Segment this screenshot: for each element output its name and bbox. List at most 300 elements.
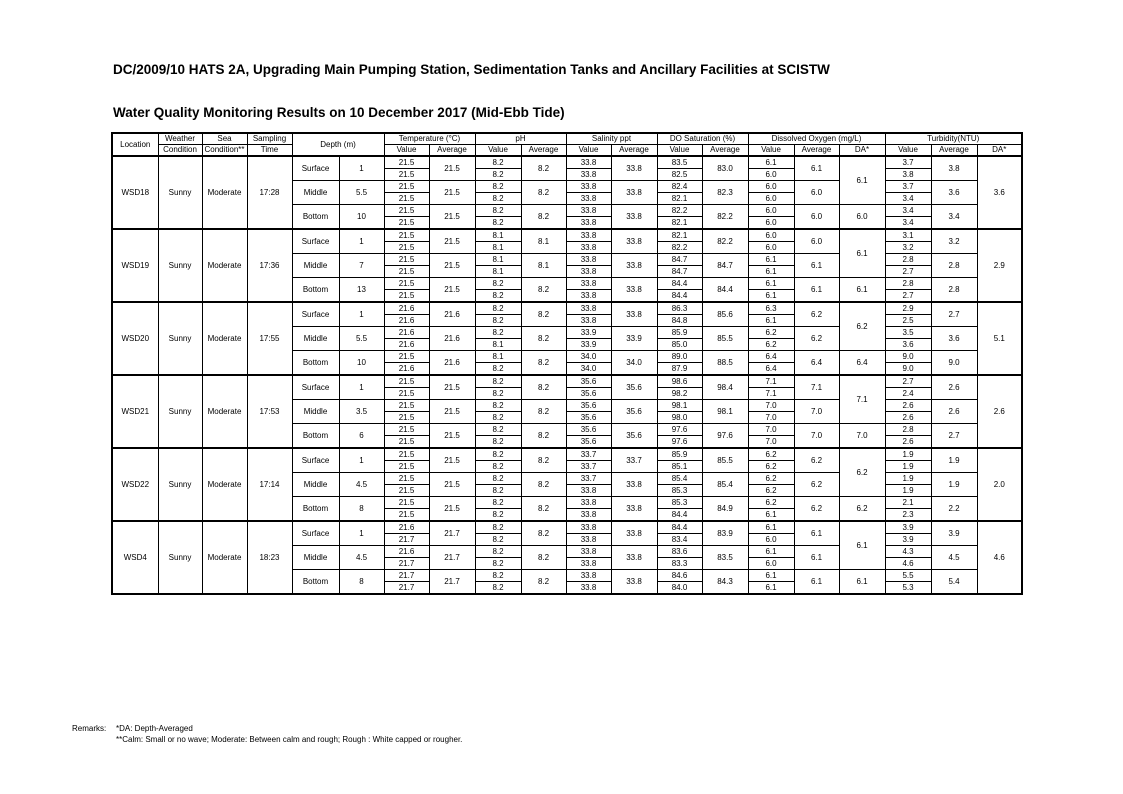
dissolved-oxygen-average: 6.0 <box>794 181 839 205</box>
do-saturation-values-reading: 98.2 <box>658 387 702 399</box>
depth-value-cell: 1 <box>339 448 384 473</box>
sea-condition-cell: Moderate <box>202 156 247 229</box>
turbidity-average: 2.6 <box>931 375 977 400</box>
table-row <box>112 156 1022 181</box>
dissolved-oxygen-values-reading: 6.2 <box>765 328 777 337</box>
table-row <box>112 448 1022 473</box>
salinity-values <box>566 327 611 351</box>
salinity-values <box>566 156 611 181</box>
dissolved-oxygen-values <box>748 448 794 473</box>
ph-values <box>475 181 521 205</box>
turbidity-values-reading: 3.9 <box>902 523 914 532</box>
salinity-values-reading: 33.8 <box>567 484 611 496</box>
header-turbidity: Turbidity(NTU) <box>885 133 1022 145</box>
ph-values <box>475 400 521 424</box>
depth-layer-cell: Bottom <box>292 278 339 303</box>
do-saturation-average: 82.2 <box>702 205 748 230</box>
ph-values <box>475 424 521 449</box>
dissolved-oxygen-average: 6.2 <box>794 497 839 522</box>
dissolved-oxygen-values <box>748 546 794 570</box>
turbidity-values-reading: 2.6 <box>886 411 931 423</box>
dissolved-oxygen-values-reading: 6.2 <box>749 484 794 496</box>
turbidity-values-reading: 3.5 <box>902 328 914 337</box>
do-saturation-values-reading: 84.7 <box>671 255 688 264</box>
ph-values <box>475 302 521 327</box>
ph-values-reading: 8.2 <box>476 581 521 593</box>
temperature-values <box>384 229 429 254</box>
turbidity-values-reading: 2.4 <box>886 387 931 399</box>
location-cell: WSD18 <box>112 156 158 229</box>
remarks <box>72 723 462 745</box>
salinity-average: 33.8 <box>611 229 657 254</box>
ph-values-reading: 8.2 <box>476 289 521 301</box>
ph-values-reading: 8.2 <box>492 279 504 288</box>
dissolved-oxygen-values-reading: 6.1 <box>765 571 777 580</box>
depth-value-cell: 6 <box>339 424 384 449</box>
ph-values-reading: 8.1 <box>492 352 504 361</box>
salinity-values-reading: 35.6 <box>567 435 611 447</box>
depth-layer-cell: Middle <box>292 546 339 570</box>
depth-value-cell: 10 <box>339 205 384 230</box>
depth-layer-cell: Surface <box>292 375 339 400</box>
header-sal-value: Value <box>566 145 611 157</box>
salinity-average: 33.8 <box>611 521 657 546</box>
ph-values-reading: 8.1 <box>476 338 521 350</box>
turbidity-average: 3.8 <box>931 156 977 181</box>
dissolved-oxygen-average: 6.1 <box>794 546 839 570</box>
header-ph-average: Average <box>521 145 566 157</box>
turbidity-values-reading: 2.3 <box>886 508 931 520</box>
ph-values-reading: 8.2 <box>476 508 521 520</box>
header-location: Location <box>112 133 158 156</box>
dissolved-oxygen-average: 7.0 <box>794 400 839 424</box>
turbidity-values <box>885 156 931 181</box>
turbidity-values-reading: 3.4 <box>886 192 931 204</box>
temperature-values-reading: 21.6 <box>398 523 415 532</box>
temperature-values-reading: 21.7 <box>385 557 429 569</box>
turbidity-values-reading: 2.5 <box>886 314 931 326</box>
do-saturation-values-reading: 82.2 <box>658 241 702 253</box>
temperature-average: 21.5 <box>429 375 475 400</box>
temperature-values-reading: 21.6 <box>398 328 415 337</box>
turbidity-values <box>885 521 931 546</box>
ph-average: 8.2 <box>521 448 566 473</box>
do-saturation-values-reading: 84.6 <box>671 571 688 580</box>
sampling-time-cell: 18:23 <box>247 521 292 594</box>
turbidity-values <box>885 327 931 351</box>
do-saturation-values-reading: 85.3 <box>671 498 688 507</box>
do-saturation-values <box>657 448 702 473</box>
table-row <box>112 521 1022 546</box>
temperature-values-reading: 21.7 <box>385 581 429 593</box>
salinity-values-reading: 33.8 <box>567 289 611 301</box>
temperature-values <box>384 351 429 376</box>
salinity-values-reading: 33.8 <box>580 158 597 167</box>
weather-cell: Sunny <box>158 448 202 521</box>
do-saturation-average: 98.4 <box>702 375 748 400</box>
table-body <box>112 156 1022 594</box>
depth-layer-cell: Middle <box>292 473 339 497</box>
temperature-average: 21.5 <box>429 205 475 230</box>
dissolved-oxygen-values-reading: 6.2 <box>765 474 777 483</box>
do-saturation-values-reading: 98.6 <box>671 377 688 386</box>
temperature-values <box>384 302 429 327</box>
do-saturation-values <box>657 521 702 546</box>
dissolved-oxygen-values <box>748 424 794 449</box>
salinity-values-reading: 33.9 <box>567 338 611 350</box>
header-sea: Sea <box>202 133 247 145</box>
temperature-values-reading: 21.6 <box>398 304 415 313</box>
do-saturation-values-reading: 85.9 <box>671 450 688 459</box>
do-saturation-values-reading: 82.5 <box>658 168 702 180</box>
turbidity-average: 5.4 <box>931 570 977 595</box>
do-saturation-values <box>657 570 702 595</box>
temperature-values <box>384 473 429 497</box>
dissolved-oxygen-values-reading: 6.1 <box>765 158 777 167</box>
salinity-values-reading: 33.8 <box>567 508 611 520</box>
salinity-values-reading: 33.8 <box>567 314 611 326</box>
do-saturation-values-reading: 85.3 <box>658 484 702 496</box>
salinity-average: 33.8 <box>611 302 657 327</box>
ph-values <box>475 278 521 303</box>
dissolved-oxygen-da: 6.2 <box>839 497 885 522</box>
dissolved-oxygen-values <box>748 570 794 595</box>
sampling-time-cell: 17:14 <box>247 448 292 521</box>
salinity-average: 33.8 <box>611 181 657 205</box>
sea-condition-cell: Moderate <box>202 302 247 375</box>
remarks-line-1: *DA: Depth-Averaged <box>116 724 193 733</box>
dissolved-oxygen-values <box>748 278 794 303</box>
temperature-values-reading: 21.6 <box>385 338 429 350</box>
salinity-average: 33.8 <box>611 156 657 181</box>
dissolved-oxygen-values-reading: 6.2 <box>749 338 794 350</box>
salinity-values-reading: 33.7 <box>580 450 597 459</box>
depth-value-cell: 1 <box>339 302 384 327</box>
ph-values-reading: 8.1 <box>476 265 521 277</box>
dissolved-oxygen-average: 7.0 <box>794 424 839 449</box>
do-saturation-values <box>657 302 702 327</box>
turbidity-values-reading: 3.4 <box>902 206 914 215</box>
dissolved-oxygen-average: 6.2 <box>794 327 839 351</box>
turbidity-average: 2.7 <box>931 424 977 449</box>
sampling-time-cell: 17:28 <box>247 156 292 229</box>
do-saturation-values <box>657 351 702 376</box>
dissolved-oxygen-da: 6.4 <box>839 351 885 376</box>
water-quality-table <box>111 132 1023 595</box>
dissolved-oxygen-values-reading: 6.4 <box>765 352 777 361</box>
turbidity-values <box>885 302 931 327</box>
temperature-values-reading: 21.5 <box>385 435 429 447</box>
turbidity-values <box>885 229 931 254</box>
temperature-values <box>384 497 429 522</box>
temperature-average: 21.7 <box>429 521 475 546</box>
table-row <box>112 302 1022 327</box>
turbidity-average: 2.2 <box>931 497 977 522</box>
do-saturation-values <box>657 327 702 351</box>
weather-cell: Sunny <box>158 156 202 229</box>
dissolved-oxygen-values-reading: 6.1 <box>749 508 794 520</box>
header-temperature: Temperature (°C) <box>384 133 475 145</box>
depth-layer-cell: Surface <box>292 156 339 181</box>
dissolved-oxygen-da: 6.0 <box>839 205 885 230</box>
depth-layer-cell: Bottom <box>292 205 339 230</box>
ph-values-reading: 8.2 <box>476 460 521 472</box>
turbidity-average: 3.6 <box>931 327 977 351</box>
turbidity-da: 5.1 <box>977 302 1022 375</box>
depth-layer-cell: Surface <box>292 521 339 546</box>
dissolved-oxygen-values-reading: 6.4 <box>749 362 794 374</box>
temperature-values-reading: 21.6 <box>385 314 429 326</box>
dissolved-oxygen-values <box>748 497 794 522</box>
temperature-average: 21.5 <box>429 400 475 424</box>
salinity-values <box>566 424 611 449</box>
depth-value-cell: 13 <box>339 278 384 303</box>
dissolved-oxygen-values-reading: 6.2 <box>765 498 777 507</box>
do-saturation-average: 85.5 <box>702 448 748 473</box>
temperature-values-reading: 21.5 <box>398 158 415 167</box>
dissolved-oxygen-average: 7.1 <box>794 375 839 400</box>
temperature-values-reading: 21.5 <box>398 255 415 264</box>
dissolved-oxygen-da: 7.0 <box>839 424 885 449</box>
dissolved-oxygen-values-reading: 6.0 <box>765 231 777 240</box>
salinity-values <box>566 302 611 327</box>
dissolved-oxygen-values-reading: 7.0 <box>765 425 777 434</box>
salinity-values-reading: 35.6 <box>567 387 611 399</box>
depth-layer-cell: Bottom <box>292 570 339 595</box>
ph-values <box>475 254 521 278</box>
salinity-values-reading: 33.8 <box>567 533 611 545</box>
turbidity-values <box>885 497 931 522</box>
do-saturation-average: 84.7 <box>702 254 748 278</box>
ph-average: 8.2 <box>521 278 566 303</box>
ph-values-reading: 8.1 <box>492 255 504 264</box>
salinity-values <box>566 181 611 205</box>
ph-average: 8.2 <box>521 497 566 522</box>
dissolved-oxygen-values-reading: 6.0 <box>749 533 794 545</box>
ph-values-reading: 8.2 <box>492 182 504 191</box>
temperature-values-reading: 21.6 <box>398 547 415 556</box>
ph-average: 8.2 <box>521 156 566 181</box>
dissolved-oxygen-average: 6.1 <box>794 521 839 546</box>
salinity-average: 33.8 <box>611 205 657 230</box>
turbidity-values-reading: 3.7 <box>902 158 914 167</box>
ph-average: 8.1 <box>521 229 566 254</box>
do-saturation-values <box>657 229 702 254</box>
do-saturation-average: 82.3 <box>702 181 748 205</box>
do-saturation-values-reading: 84.8 <box>658 314 702 326</box>
do-saturation-values-reading: 83.3 <box>658 557 702 569</box>
ph-values-reading: 8.1 <box>492 231 504 240</box>
salinity-values <box>566 229 611 254</box>
salinity-values-reading: 33.9 <box>580 328 597 337</box>
turbidity-values <box>885 181 931 205</box>
ph-values <box>475 351 521 376</box>
salinity-values-reading: 33.8 <box>580 523 597 532</box>
turbidity-values-reading: 2.8 <box>902 279 914 288</box>
dissolved-oxygen-values-reading: 6.1 <box>765 523 777 532</box>
salinity-values <box>566 400 611 424</box>
dissolved-oxygen-da: 6.1 <box>839 156 885 205</box>
dissolved-oxygen-da: 6.1 <box>839 229 885 278</box>
temperature-average: 21.5 <box>429 424 475 449</box>
ph-values-reading: 8.2 <box>476 557 521 569</box>
depth-value-cell: 8 <box>339 570 384 595</box>
turbidity-values-reading: 9.0 <box>886 362 931 374</box>
dissolved-oxygen-average: 6.0 <box>794 205 839 230</box>
salinity-values-reading: 33.8 <box>567 265 611 277</box>
salinity-values-reading: 33.8 <box>580 571 597 580</box>
do-saturation-values-reading: 85.0 <box>658 338 702 350</box>
temperature-average: 21.5 <box>429 181 475 205</box>
depth-value-cell: 3.5 <box>339 400 384 424</box>
salinity-average: 33.9 <box>611 327 657 351</box>
salinity-values-reading: 33.8 <box>580 182 597 191</box>
salinity-values <box>566 375 611 400</box>
dissolved-oxygen-values-reading: 7.0 <box>749 411 794 423</box>
do-saturation-values <box>657 181 702 205</box>
turbidity-values-reading: 1.9 <box>886 484 931 496</box>
depth-layer-cell: Middle <box>292 181 339 205</box>
turbidity-values-reading: 9.0 <box>902 352 914 361</box>
do-saturation-average: 97.6 <box>702 424 748 449</box>
do-saturation-values <box>657 375 702 400</box>
do-saturation-average: 83.0 <box>702 156 748 181</box>
ph-values-reading: 8.2 <box>476 362 521 374</box>
sea-condition-cell: Moderate <box>202 521 247 594</box>
turbidity-average: 1.9 <box>931 448 977 473</box>
depth-layer-cell: Surface <box>292 229 339 254</box>
temperature-values-reading: 21.7 <box>385 533 429 545</box>
do-saturation-values-reading: 98.1 <box>671 401 688 410</box>
temperature-values <box>384 546 429 570</box>
salinity-average: 33.8 <box>611 254 657 278</box>
ph-average: 8.2 <box>521 181 566 205</box>
document-title: DC/2009/10 HATS 2A, Upgrading Main Pumping Station, Sedimentation Tanks and Ancillary Facilities at SCISTW <box>113 62 830 77</box>
dissolved-oxygen-da: 6.2 <box>839 448 885 497</box>
dissolved-oxygen-values-reading: 6.0 <box>765 182 777 191</box>
dissolved-oxygen-average: 6.0 <box>794 229 839 254</box>
temperature-values-reading: 21.5 <box>398 279 415 288</box>
dissolved-oxygen-values-reading: 6.2 <box>749 460 794 472</box>
salinity-average: 33.8 <box>611 497 657 522</box>
dissolved-oxygen-values <box>748 400 794 424</box>
turbidity-values-reading: 3.8 <box>886 168 931 180</box>
turbidity-values-reading: 2.7 <box>886 265 931 277</box>
do-saturation-values-reading: 84.4 <box>671 523 688 532</box>
temperature-values <box>384 254 429 278</box>
dissolved-oxygen-values-reading: 6.0 <box>749 557 794 569</box>
salinity-values <box>566 570 611 595</box>
depth-layer-cell: Bottom <box>292 351 339 376</box>
dissolved-oxygen-values <box>748 302 794 327</box>
turbidity-values-reading: 3.2 <box>886 241 931 253</box>
temperature-values-reading: 21.5 <box>385 484 429 496</box>
do-saturation-values-reading: 82.4 <box>671 182 688 191</box>
ph-values-reading: 8.2 <box>492 523 504 532</box>
header-depth: Depth (m) <box>292 133 384 156</box>
turbidity-da: 2.9 <box>977 229 1022 302</box>
dissolved-oxygen-values-reading: 6.0 <box>749 192 794 204</box>
temperature-values <box>384 424 429 449</box>
turbidity-values <box>885 424 931 449</box>
turbidity-average: 3.9 <box>931 521 977 546</box>
turbidity-average: 9.0 <box>931 351 977 376</box>
turbidity-average: 1.9 <box>931 473 977 497</box>
ph-values-reading: 8.2 <box>476 168 521 180</box>
do-saturation-average: 83.5 <box>702 546 748 570</box>
temperature-average: 21.5 <box>429 156 475 181</box>
depth-value-cell: 5.5 <box>339 181 384 205</box>
do-saturation-average: 84.3 <box>702 570 748 595</box>
do-saturation-values-reading: 82.2 <box>671 206 688 215</box>
salinity-average: 33.8 <box>611 570 657 595</box>
dissolved-oxygen-values <box>748 375 794 400</box>
ph-values-reading: 8.1 <box>476 241 521 253</box>
dissolved-oxygen-values <box>748 181 794 205</box>
sampling-time-cell: 17:36 <box>247 229 292 302</box>
ph-values-reading: 8.2 <box>476 192 521 204</box>
do-saturation-values-reading: 84.4 <box>671 279 688 288</box>
turbidity-values-reading: 3.4 <box>886 216 931 228</box>
remarks-line-2: **Calm: Small or no wave; Moderate: Between calm and rough; Rough : White capped or rougher. <box>116 735 463 744</box>
turbidity-da: 2.0 <box>977 448 1022 521</box>
do-saturation-values-reading: 87.9 <box>658 362 702 374</box>
dissolved-oxygen-values-reading: 6.2 <box>765 450 777 459</box>
sea-condition-cell: Moderate <box>202 448 247 521</box>
temperature-values-reading: 21.5 <box>385 508 429 520</box>
ph-average: 8.1 <box>521 254 566 278</box>
temperature-values-reading: 21.5 <box>385 192 429 204</box>
dissolved-oxygen-average: 6.1 <box>794 570 839 595</box>
depth-value-cell: 1 <box>339 229 384 254</box>
turbidity-values-reading: 5.3 <box>886 581 931 593</box>
turbidity-values-reading: 3.6 <box>886 338 931 350</box>
do-saturation-values-reading: 98.0 <box>658 411 702 423</box>
do-saturation-values-reading: 97.6 <box>671 425 688 434</box>
do-saturation-values-reading: 85.1 <box>658 460 702 472</box>
weather-cell: Sunny <box>158 229 202 302</box>
temperature-values-reading: 21.5 <box>385 460 429 472</box>
dissolved-oxygen-values-reading: 6.0 <box>765 206 777 215</box>
dissolved-oxygen-average: 6.1 <box>794 254 839 278</box>
dissolved-oxygen-values-reading: 6.0 <box>749 216 794 228</box>
turbidity-values-reading: 3.1 <box>902 231 914 240</box>
salinity-average: 35.6 <box>611 424 657 449</box>
ph-values-reading: 8.2 <box>492 474 504 483</box>
salinity-values-reading: 34.0 <box>567 362 611 374</box>
temperature-values-reading: 21.6 <box>385 362 429 374</box>
header-dos-value: Value <box>657 145 702 157</box>
do-saturation-values-reading: 86.3 <box>671 304 688 313</box>
dissolved-oxygen-values-reading: 6.1 <box>749 265 794 277</box>
turbidity-values-reading: 1.9 <box>886 460 931 472</box>
ph-values-reading: 8.2 <box>492 498 504 507</box>
header-sampling: Sampling <box>247 133 292 145</box>
header-salinity: Salinity ppt <box>566 133 657 145</box>
do-saturation-values-reading: 84.7 <box>658 265 702 277</box>
document-subtitle: Water Quality Monitoring Results on 10 December 2017 (Mid-Ebb Tide) <box>113 105 565 120</box>
ph-values-reading: 8.2 <box>476 216 521 228</box>
dissolved-oxygen-values <box>748 156 794 181</box>
do-saturation-values <box>657 473 702 497</box>
temperature-average: 21.5 <box>429 473 475 497</box>
salinity-values-reading: 35.6 <box>567 411 611 423</box>
temperature-values-reading: 21.5 <box>398 425 415 434</box>
do-saturation-values-reading: 84.4 <box>658 289 702 301</box>
temperature-average: 21.7 <box>429 570 475 595</box>
ph-values <box>475 327 521 351</box>
salinity-average: 35.6 <box>611 375 657 400</box>
